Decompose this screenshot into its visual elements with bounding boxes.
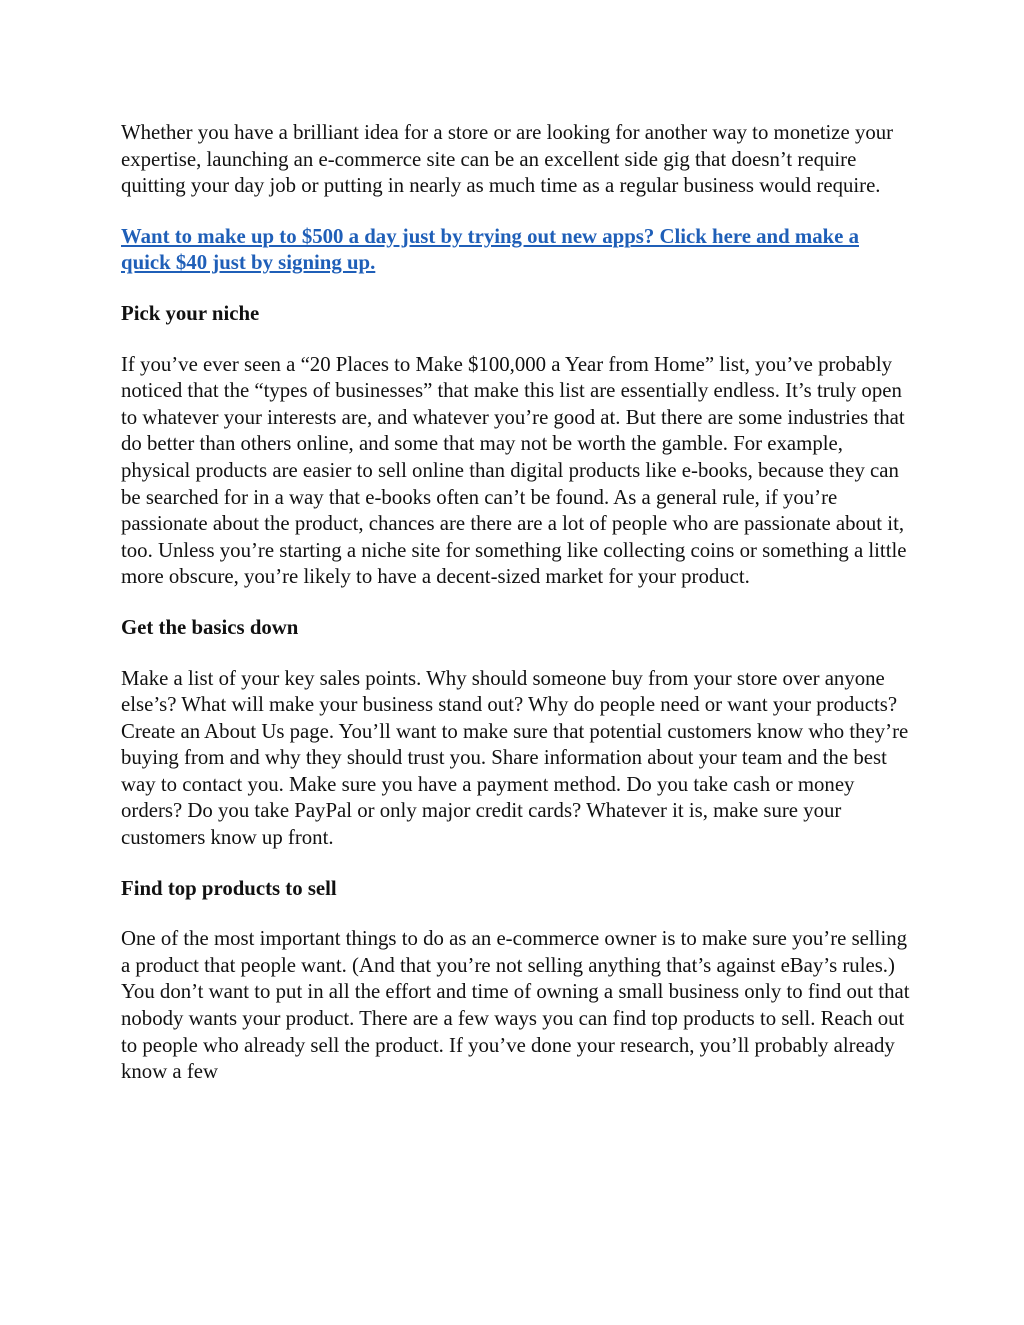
section-heading-niche: Pick your niche [121,301,260,325]
promo-link[interactable]: Want to make up to $500 a day just by trying out new apps? Click here and make a quick $40 just by signing up. [121,224,859,275]
section-body-basics: Make a list of your key sales points. Why should someone buy from your store over anyone else’s? What will make your business stand out? Why do people need or want your products? Create an About Us page. You’ll want to make sure that potential customers know who they’re buying from and why they should trust you. Share information about your team and the best way to contact you. Make sure you have a payment method. Do you take cash or money orders? Do you take PayPal or only major credit cards? Whatever it is, make sure your customers know up front. [121,666,909,850]
intro-paragraph: Whether you have a brilliant idea for a store or are looking for another way to monetize your expertise, launching an e-commerce site can be an excellent side gig that doesn’t require quitting your day job or putting in nearly as much time as a regular business would require. [121,121,894,198]
section-body-niche: If you’ve ever seen a “20 Places to Make $100,000 a Year from Home” list, you’ve probably noticed that the “types of businesses” that make this list are essentially endless. It’s truly open to whatever your interests are, and whatever you’re good at. But there are some industries that do better than others online, and some that may not be worth the gamble. For example, physical products are easier to sell online than digital products like e-books, because they can be searched for in a way that e-books often can’t be found. As a general rule, if you’re passionate about the product, chances are there are a lot of people who are passionate about it, too. Unless you’re starting a niche site for something like collecting coins or something a little more obscure, you’re likely to have a decent-sized market for your product. [121,352,907,589]
section-heading-basics: Get the basics down [121,615,299,639]
document-body [121,120,911,1110]
section-body-products: One of the most important things to do as an e-commerce owner is to make sure you’re selling a product that people want. (And that you’re not selling anything that’s against eBay’s rules.) You don’t want to put in all the effort and time of owning a small business only to find out that nobody wants your product. There are a few ways you can find top products to sell. Reach out to people who already sell the product. If you’ve done your research, you’ll probably already know a few [121,927,910,1084]
section-heading-products: Find top products to sell [121,876,337,900]
promo-paragraph [121,224,911,277]
